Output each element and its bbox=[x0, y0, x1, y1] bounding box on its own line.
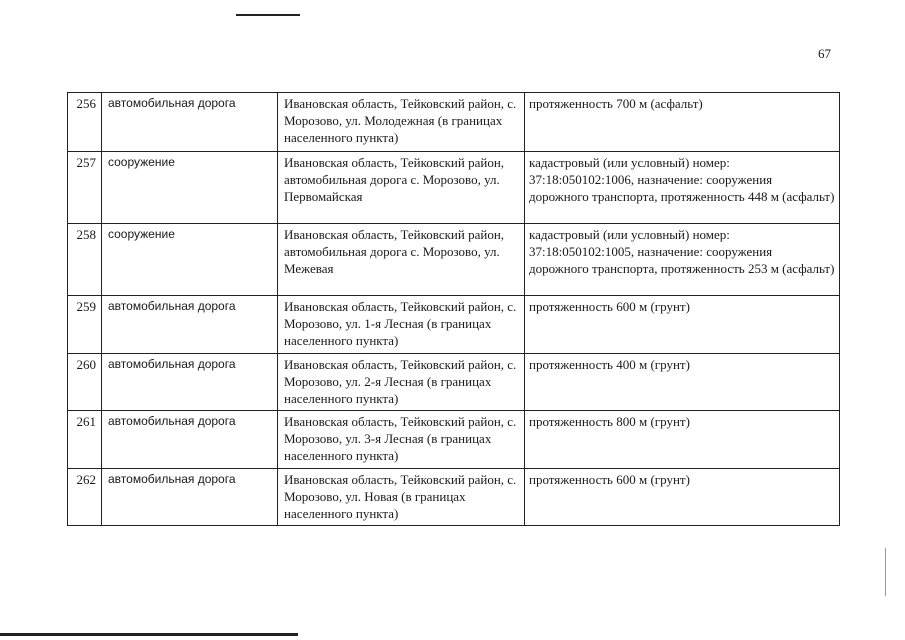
object-address: Ивановская область, Тейковский район, автомобильная дорога с. Морозово, ул. Межевая bbox=[278, 224, 525, 296]
row-number: 259 bbox=[68, 296, 102, 354]
row-number: 262 bbox=[68, 469, 102, 526]
object-address: Ивановская область, Тейковский район, с. Морозово, ул. 2-я Лесная (в границах населенного пункта) bbox=[278, 354, 525, 411]
object-type: автомобильная дорога bbox=[102, 354, 278, 411]
property-registry-table bbox=[67, 92, 840, 526]
table-row bbox=[68, 93, 840, 152]
object-address: Ивановская область, Тейковский район, с. Морозово, ул. 1-я Лесная (в границах населенного пункта) bbox=[278, 296, 525, 354]
object-type: автомобильная дорога bbox=[102, 93, 278, 152]
object-address: Ивановская область, Тейковский район, с. Морозово, ул. 3-я Лесная (в границах населенного пункта) bbox=[278, 411, 525, 469]
row-number: 256 bbox=[68, 93, 102, 152]
object-type: сооружение bbox=[102, 224, 278, 296]
bottom-rule bbox=[0, 633, 298, 636]
object-characteristics: кадастровый (или условный) номер: 37:18:050102:1006, назначение: сооружения дорожного транспорта, протяженность 448 м (асфальт) bbox=[525, 152, 840, 224]
object-type: сооружение bbox=[102, 152, 278, 224]
row-number: 257 bbox=[68, 152, 102, 224]
table-row bbox=[68, 469, 840, 526]
table-row bbox=[68, 224, 840, 296]
row-number: 258 bbox=[68, 224, 102, 296]
table-row bbox=[68, 296, 840, 354]
table-row bbox=[68, 411, 840, 469]
object-type: автомобильная дорога bbox=[102, 469, 278, 526]
object-address: Ивановская область, Тейковский район, с. Морозово, ул. Новая (в границах населенного пункта) bbox=[278, 469, 525, 526]
object-characteristics: протяженность 600 м (грунт) bbox=[525, 469, 840, 526]
top-rule bbox=[236, 14, 300, 16]
object-characteristics: протяженность 800 м (грунт) bbox=[525, 411, 840, 469]
object-characteristics: кадастровый (или условный) номер: 37:18:050102:1005, назначение: сооружения дорожного транспорта, протяженность 253 м (асфальт) bbox=[525, 224, 840, 296]
object-characteristics: протяженность 700 м (асфальт) bbox=[525, 93, 840, 152]
table-row bbox=[68, 354, 840, 411]
object-type: автомобильная дорога bbox=[102, 411, 278, 469]
object-type: автомобильная дорога bbox=[102, 296, 278, 354]
object-characteristics: протяженность 400 м (грунт) bbox=[525, 354, 840, 411]
row-number: 261 bbox=[68, 411, 102, 469]
object-characteristics: протяженность 600 м (грунт) bbox=[525, 296, 840, 354]
table-row bbox=[68, 152, 840, 224]
object-address: Ивановская область, Тейковский район, автомобильная дорога с. Морозово, ул. Первомайская bbox=[278, 152, 525, 224]
page-number: 67 bbox=[818, 46, 831, 61]
object-address: Ивановская область, Тейковский район, с. Морозово, ул. Молодежная (в границах населенного пункта) bbox=[278, 93, 525, 152]
row-number: 260 bbox=[68, 354, 102, 411]
scan-artifact-line bbox=[885, 548, 886, 596]
